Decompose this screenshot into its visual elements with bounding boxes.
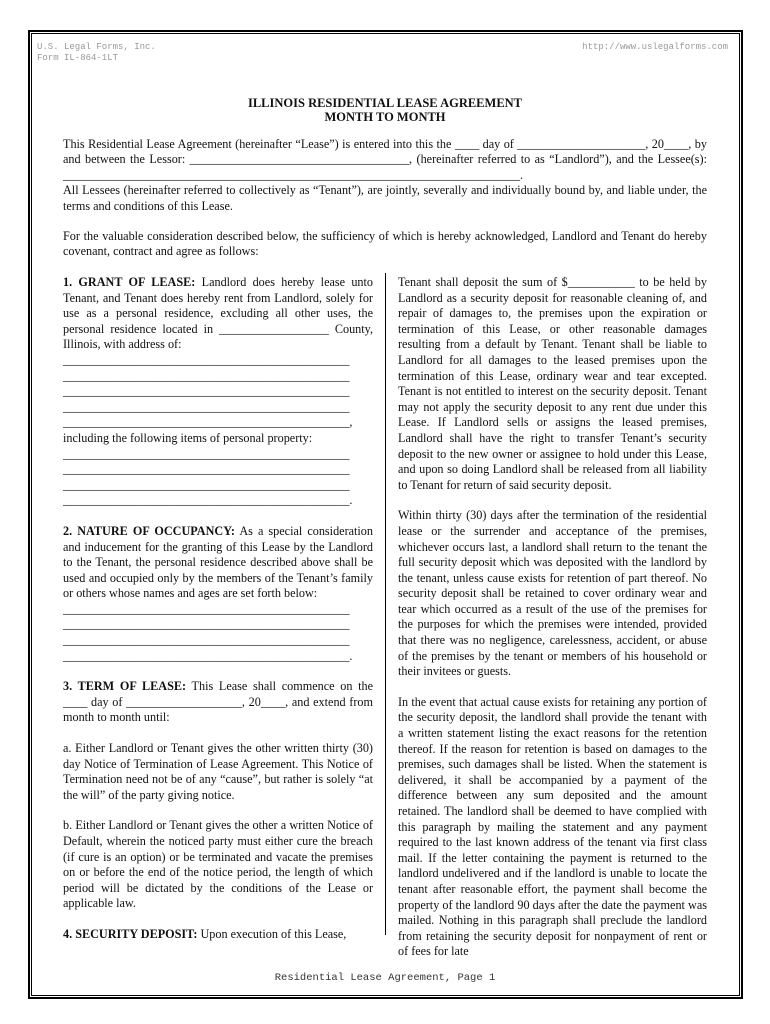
property-line-4: _______________________________________________. xyxy=(63,493,353,508)
occupant-line-1: _______________________________________________ xyxy=(63,601,350,616)
section-3-heading: 3. TERM OF LEASE: xyxy=(63,679,187,694)
consideration-section xyxy=(63,229,707,260)
publisher-name: U.S. Legal Forms, Inc. xyxy=(37,42,156,52)
section-3-text: This Lease shall commence on the ____ day of ___________________, 20____, and extend from month to month until: xyxy=(63,679,373,725)
form-number: Form IL-864-1LT xyxy=(37,53,119,63)
address-line-3: _______________________________________________ xyxy=(63,384,350,399)
personal-property-label: including the following items of personal property: xyxy=(63,430,313,445)
occupant-line-3: _______________________________________________ xyxy=(63,633,350,648)
address-line-4: _______________________________________________ xyxy=(63,399,350,414)
term-clause-a: a. Either Landlord or Tenant gives the other written thirty (30) day Notice of Termination of Lease Agreement. This Notice of Termination need not be of any “cause”, but rather is solely “at the will” of the party giving notice. xyxy=(63,741,373,802)
deposit-paragraph-1: Tenant shall deposit the sum of $___________ to be held by Landlord as a security deposit for reasonable cleaning of, and repair of damages to, the premises upon the expiration or termination of this Lease, or other reasonable damages resulting from a default by Tenant. Tenant shall be liable to Landlord for all damages to the leased premises upon the termination of this Lease, ordinary wear and tear excepted. Tenant is not entitled to interest on the security deposit. Tenant may not apply the security deposit to any rent due under this Lease. If Landlord sells or assigns the leased premises, Landlord shall have the right to transfer Tenant’s security deposit to the new owner or assignee to hold under this Lease, and upon so doing Landlord shall be released from all liability to Tenant for return of said security deposit. xyxy=(398,275,707,492)
document-title: ILLINOIS RESIDENTIAL LEASE AGREEMENT xyxy=(247,96,523,110)
term-clause-b: b. Either Landlord or Tenant gives the other a written Notice of Default, wherein the noticed party must either cure the breach (if cure is an option) or be terminated and vacate the premises on or before the end of the notice period, the length of which period will be dictated by the conditions of the Lease or applicable law. xyxy=(63,818,373,911)
address-line-1: _______________________________________________ xyxy=(63,352,350,367)
section-term-of-lease xyxy=(63,679,373,726)
left-column xyxy=(63,275,373,943)
address-line-5: _______________________________________________, xyxy=(63,415,353,430)
section-security-deposit xyxy=(63,927,373,943)
section-4-text: Upon execution of this Lease, xyxy=(197,926,347,941)
intro-section xyxy=(63,137,707,214)
page-footer: Residential Lease Agreement, Page 1 xyxy=(274,972,496,984)
intro-parties-paragraph: This Residential Lease Agreement (hereinafter “Lease”) is entered into this the ____ day of _____________________, 20____, by and between the Lessor: ____________________________________, (hereinafter referred to as “Landlord”), and the Lessee(s): ___________________________________________________________________________. xyxy=(63,137,707,182)
deposit-paragraph-2: Within thirty (30) days after the termination of the residential lease or the surrender and acceptance of the premises, whichever occurs last, a landlord shall return to the tenant the full security deposit which was deposited with the landlord by the tenant, unless cause exists for retention of part thereof. No security deposit shall be retained to cover ordinary wear and tear which occurred as a result of the use of the premises for the purposes for which the premises were intended, provided that there was no negligence, carelessness, accident, or abuse of the premises by the tenant or members of his household or their invitees or guests. xyxy=(398,508,707,679)
consideration-paragraph: For the valuable consideration described below, the sufficiency of which is hereby acknowledged, Landlord and Tenant do hereby covenant, contract and agree as follows: xyxy=(63,229,707,259)
address-line-2: _______________________________________________ xyxy=(63,368,350,383)
section-1-heading: 1. GRANT OF LEASE: xyxy=(63,275,196,289)
intro-lessees-paragraph: All Lessees (hereinafter referred to collectively as “Tenant”), are jointly, severally and individually bound by, and liable under, the terms and conditions of this Lease. xyxy=(63,183,707,213)
section-grant-of-lease xyxy=(63,275,373,353)
document-subtitle: MONTH TO MONTH xyxy=(324,110,446,124)
occupant-line-2: _______________________________________________ xyxy=(63,617,350,632)
section-4-heading: 4. SECURITY DEPOSIT: xyxy=(63,926,198,941)
section-nature-of-occupancy xyxy=(63,524,373,602)
section-2-heading: 2. NATURE OF OCCUPANCY: xyxy=(63,523,235,538)
publisher-url[interactable]: http://www.uslegalforms.com xyxy=(582,42,728,52)
section-1-text: Landlord does hereby lease unto Tenant, and Tenant does hereby rent from Landlord, solely for use as a personal residence, excluding all other uses, the personal residence located in __________________ County, Illinois, with address of: xyxy=(63,275,373,352)
publisher-header xyxy=(37,42,156,64)
right-column xyxy=(398,275,707,960)
column-divider xyxy=(385,273,386,935)
property-line-2: _______________________________________________ xyxy=(63,462,350,477)
property-line-1: _______________________________________________ xyxy=(63,446,350,461)
deposit-paragraph-3: In the event that actual cause exists for retaining any portion of the security deposit, the landlord shall provide the tenant with a written statement listing the exact reasons for the retention thereof. If the reason for retention is based on damages to the premises, such damages shall be listed. When the statement is delivered, it shall be accompanied by a payment of the difference between any sum deposited and the amount retained. The landlord shall be deemed to have complied with this paragraph by mailing the statement and any payment required to the last known address of the tenant via first class mail. If the letter containing the payment is returned to the landlord undelivered and if the landlord is unable to locate the tenant after reasonable effort, the payment shall become the property of the landlord 90 days after the date the payment was mailed. Nothing in this paragraph shall preclude the landlord from retaining the security deposit for nonpayment of rent or of fees for late xyxy=(398,694,707,959)
section-2-text: As a special consideration and inducement for the granting of this Lease by the Landlord to the Tenant, the personal residence described above shall be used and occupied only by the members of the Tenant’s family or others whose names and ages are set forth below: xyxy=(63,523,373,601)
property-line-3: _______________________________________________ xyxy=(63,477,350,492)
occupant-line-4: _______________________________________________. xyxy=(63,648,353,663)
